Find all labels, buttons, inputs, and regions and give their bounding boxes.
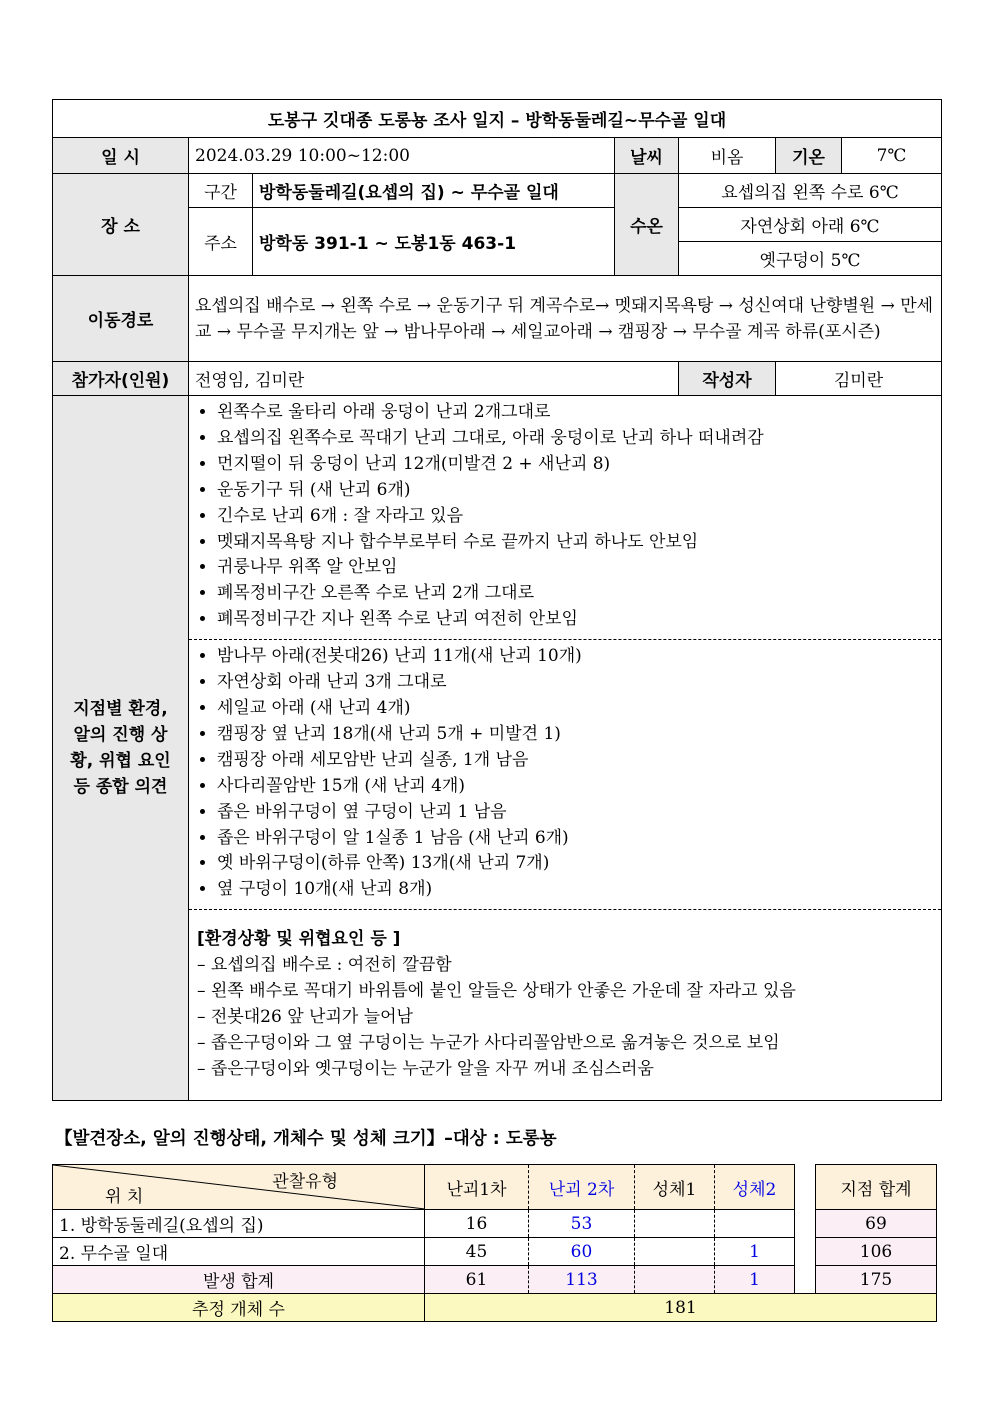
water-temp-label: 수온: [615, 174, 679, 276]
list-item: • 먼지떨이 뒤 웅덩이 난괴 12개(미발견 2 + 새난괴 8): [217, 452, 933, 478]
author-label: 작성자: [679, 362, 776, 396]
row-1-egg1: 16: [425, 1210, 529, 1238]
col-header-site-total: 지점 합계: [816, 1165, 937, 1210]
table-row: [53, 1210, 937, 1238]
section-label: 구간: [189, 174, 253, 208]
survey-log-table: [52, 99, 942, 1101]
corner-bottom-label: 위 치: [105, 1187, 144, 1207]
place-label: 장 소: [53, 174, 189, 276]
environment-item: – 좁은구덩이와 옛구덩이는 누군가 알을 자꾸 꺼내 조심스러움: [197, 1059, 654, 1080]
environment-item: – 요셉의집 배수로 : 여전히 깔끔함: [197, 955, 452, 976]
date-label: 일 시: [53, 138, 189, 174]
corner-top-label: 관찰유형: [272, 1172, 338, 1192]
summary-table: [52, 1164, 937, 1322]
sum-row-egg2: 113: [529, 1266, 635, 1294]
date-value: 2024.03.29 10:00~12:00: [189, 138, 615, 174]
list-item: • 운동기구 뒤 (새 난괴 6개): [217, 478, 933, 504]
address-label: 주소: [189, 208, 253, 276]
list-item: • 캠핑장 아래 세모암반 난괴 실종, 1개 남음: [217, 748, 933, 774]
environment-section: [189, 909, 941, 1100]
list-item: • 캠핑장 옆 난괴 18개(새 난괴 5개 + 미발견 1): [217, 722, 933, 748]
table-row: [53, 1238, 937, 1266]
list-item: • 왼쪽수로 울타리 아래 웅덩이 난괴 2개그대로: [217, 400, 933, 426]
estimate-label: 추정 개체 수: [53, 1294, 425, 1322]
participants-label: 참가자(인원): [53, 362, 189, 396]
section-value: 방학동둘레길(요셉의 집) ~ 무수골 일대: [253, 174, 615, 208]
row-1-name: 1. 방학동둘레길(요셉의 집): [53, 1210, 425, 1238]
sum-row: [53, 1266, 937, 1294]
list-item: • 사다리꼴암반 15개 (새 난괴 4개): [217, 774, 933, 800]
row-2-adult1: [635, 1238, 715, 1266]
col-header-adult2: 성체2: [715, 1165, 795, 1210]
participants-value: 전영임, 김미란: [189, 362, 679, 396]
sum-row-name: 발생 합계: [53, 1266, 425, 1294]
route-label: 이동경로: [53, 276, 189, 362]
row-1-egg2: 53: [529, 1210, 635, 1238]
environment-list: [197, 952, 933, 1082]
summary-corner-cell: [53, 1165, 425, 1210]
route-value: 요셉의집 배수로 → 왼쪽 수로 → 운동기구 뒤 계곡수로→ 멧돼지목욕탕 → 성신여대 난향별원 → 만세교 → 무수골 무지개논 앞 → 밤나무아래 → 세일교아래 → 캠핑장 → 무수골 계곡 하류(포시즌): [189, 276, 942, 362]
environment-heading: [환경상황 및 위협요인 등 ]: [197, 929, 401, 950]
estimate-value: 181: [425, 1294, 937, 1322]
list-item: • 밤나무 아래(전봇대26) 난괴 11개(새 난괴 10개): [217, 644, 933, 670]
list-item: • 긴수로 난괴 6개 : 잘 자라고 있음: [217, 504, 933, 530]
sum-row-adult2: 1: [715, 1266, 795, 1294]
list-item: • 옆 구덩이 10개(새 난괴 8개): [217, 877, 933, 903]
environment-item: – 왼쪽 배수로 꼭대기 바위틈에 붙인 알들은 상태가 안좋은 가운데 잘 자라고 있음: [197, 981, 796, 1002]
list-item: • 멧돼지목욕탕 지나 합수부로부터 수로 끝까지 난괴 하나도 안보임: [217, 530, 933, 556]
row-2-egg1: 45: [425, 1238, 529, 1266]
col-header-egg1: 난괴1차: [425, 1165, 529, 1210]
list-item: • 좁은 바위구덩이 알 1실종 1 남음 (새 난괴 6개): [217, 826, 933, 852]
opinion-section-1: [189, 396, 941, 639]
opinion-list-1: [197, 400, 933, 633]
col-header-egg2: 난괴 2차: [529, 1165, 635, 1210]
row-1-adult1: [635, 1210, 715, 1238]
row-1-total: 69: [816, 1210, 937, 1238]
author-value: 김미란: [776, 362, 942, 396]
row-2-name: 2. 무수골 일대: [53, 1238, 425, 1266]
water-temp-3: 옛구덩이 5℃: [679, 242, 942, 276]
opinion-list-2: [197, 644, 933, 903]
weather-label: 날씨: [615, 138, 679, 174]
list-item: • 자연상회 아래 난괴 3개 그대로: [217, 670, 933, 696]
address-value: 방학동 391-1 ~ 도봉1동 463-1: [253, 208, 615, 276]
list-item: • 요셉의집 왼쪽수로 꼭대기 난괴 그대로, 아래 웅덩이로 난괴 하나 떠내려감: [217, 426, 933, 452]
col-header-adult1: 성체1: [635, 1165, 715, 1210]
environment-item: – 좁은구덩이와 그 옆 구덩이는 누군가 사다리꼴암반으로 옮겨놓은 것으로 보임: [197, 1033, 780, 1054]
opinion-label: 지점별 환경, 알의 진행 상황, 위협 요인 등 종합 의견: [53, 396, 189, 1101]
weather-value: 비옴: [679, 138, 776, 174]
list-item: • 귀룽나무 위쪽 알 안보임: [217, 555, 933, 581]
list-item: • 세일교 아래 (새 난괴 4개): [217, 696, 933, 722]
estimate-row: [53, 1294, 937, 1322]
summary-heading: 【발견장소, 알의 진행상태, 개체수 및 성체 크기】–대상 : 도롱뇽: [55, 1129, 557, 1149]
sum-row-egg1: 61: [425, 1266, 529, 1294]
sum-row-adult1: [635, 1266, 715, 1294]
page-title: 도봉구 깃대종 도롱뇽 조사 일지 – 방학동둘레길~무수골 일대: [53, 100, 942, 138]
list-item: • 좁은 바위구덩이 옆 구덩이 난괴 1 남음: [217, 800, 933, 826]
air-temp-label: 기온: [776, 138, 842, 174]
row-1-adult2: [715, 1210, 795, 1238]
water-temp-2: 자연상회 아래 6℃: [679, 208, 942, 242]
row-2-egg2: 60: [529, 1238, 635, 1266]
row-2-total: 106: [816, 1238, 937, 1266]
list-item: • 폐목정비구간 오른쪽 수로 난괴 2개 그대로: [217, 581, 933, 607]
air-temp-value: 7℃: [842, 138, 942, 174]
water-temp-1: 요셉의집 왼쪽 수로 6℃: [679, 174, 942, 208]
list-item: • 폐목정비구간 지나 왼쪽 수로 난괴 여전히 안보임: [217, 607, 933, 633]
list-item: • 옛 바위구덩이(하류 안쪽) 13개(새 난괴 7개): [217, 851, 933, 877]
environment-item: – 전봇대26 앞 난괴가 늘어남: [197, 1007, 413, 1028]
opinion-section-2: [189, 639, 941, 909]
row-2-adult2: 1: [715, 1238, 795, 1266]
sum-row-total: 175: [816, 1266, 937, 1294]
